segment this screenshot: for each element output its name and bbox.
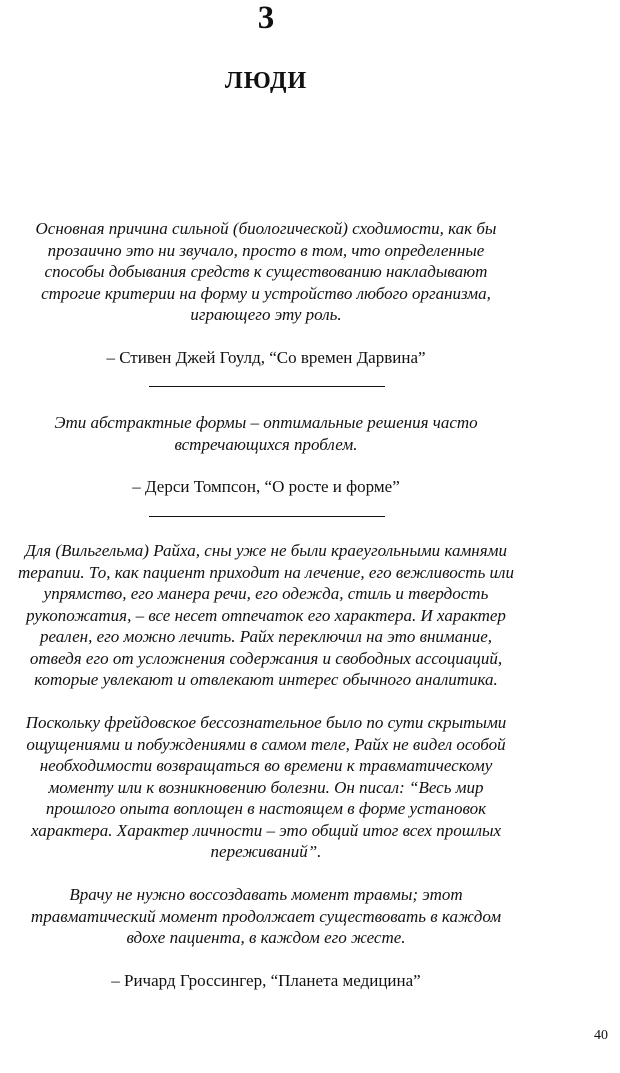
quote-line: способы добывания средств к существованию накладывают: [44, 262, 488, 281]
quote-line: травматический момент продолжает существовать в каждом: [30, 906, 502, 926]
quote-line: встречающихся проблем.: [174, 434, 358, 454]
quote-line: которые увлекают и отвлекают интерес обычного аналитика.: [34, 670, 498, 689]
chapter-title: ЛЮДИ: [224, 68, 308, 94]
quote-line: Основная причина сильной (биологической) сходимости, как бы: [35, 219, 497, 238]
epigraph-attribution-2: – Дерси Томпсон, “О росте и форме”: [132, 477, 400, 496]
epigraph-quote-2: [0, 412, 532, 455]
quote-line: строгие критерии на форму и устройство любого организма,: [41, 283, 491, 303]
quote-line: Поскольку фрейдовское бессознательное было по сути скрытыми: [25, 713, 507, 732]
quote-line: ощущениями и побуждениями в самом теле, Райх не видел особой: [26, 734, 506, 754]
quote-line: Врачу не нужно воссоздавать момент травмы; этот: [69, 885, 463, 904]
page-number: 40: [594, 1028, 608, 1043]
quote-line: отведя его от усложнения содержания и свободных ассоциаций,: [29, 648, 503, 668]
quote-line: упрямство, его манера речи, его одежда, стиль и твердость: [43, 584, 489, 603]
quote-line: Эти абстрактные формы – оптимальные решения часто: [54, 413, 478, 432]
epigraph-paragraph-3: [0, 884, 532, 949]
epigraph-paragraph-2: [0, 712, 532, 863]
quote-line: рукопожатия, – все несет отпечаток его характера. И характер: [26, 605, 506, 625]
quote-line: прозаично это ни звучало, просто в том, что определенные: [47, 240, 485, 260]
divider: [149, 516, 385, 517]
epigraph-attribution-3: – Ричард Гроссингер, “Планета медицина”: [111, 971, 421, 990]
quote-line: Для (Вильгельма) Райха, сны уже не были краеугольными камнями: [24, 541, 507, 560]
quote-line: играющего эту роль.: [190, 305, 342, 324]
quote-line: реален, его можно лечить. Райх переключил на это внимание,: [39, 627, 492, 646]
quote-line: терапии. То, как пациент приходит на лечение, его вежливость или: [18, 562, 514, 582]
divider: [149, 386, 385, 387]
chapter-number: 3: [257, 0, 275, 36]
quote-line: вдохе пациента, в каждом его жесте.: [126, 928, 406, 947]
quote-line: характера. Характер личности – это общий итог всех прошлых: [30, 820, 502, 840]
epigraph-paragraph-1: [0, 540, 532, 691]
quote-line: необходимости возвращаться во времени к травматическому: [39, 756, 493, 775]
quote-line: прошлого опыта воплощен в настоящем в форме установок: [45, 799, 487, 818]
quote-line: моменту или к возникновению болезни. Он писал: “Весь мир: [48, 777, 484, 797]
quote-line: переживаний”.: [210, 842, 322, 861]
epigraph-quote-1: [0, 218, 532, 326]
epigraph-attribution-1: – Стивен Джей Гоулд, “Со времен Дарвина”: [106, 348, 426, 367]
